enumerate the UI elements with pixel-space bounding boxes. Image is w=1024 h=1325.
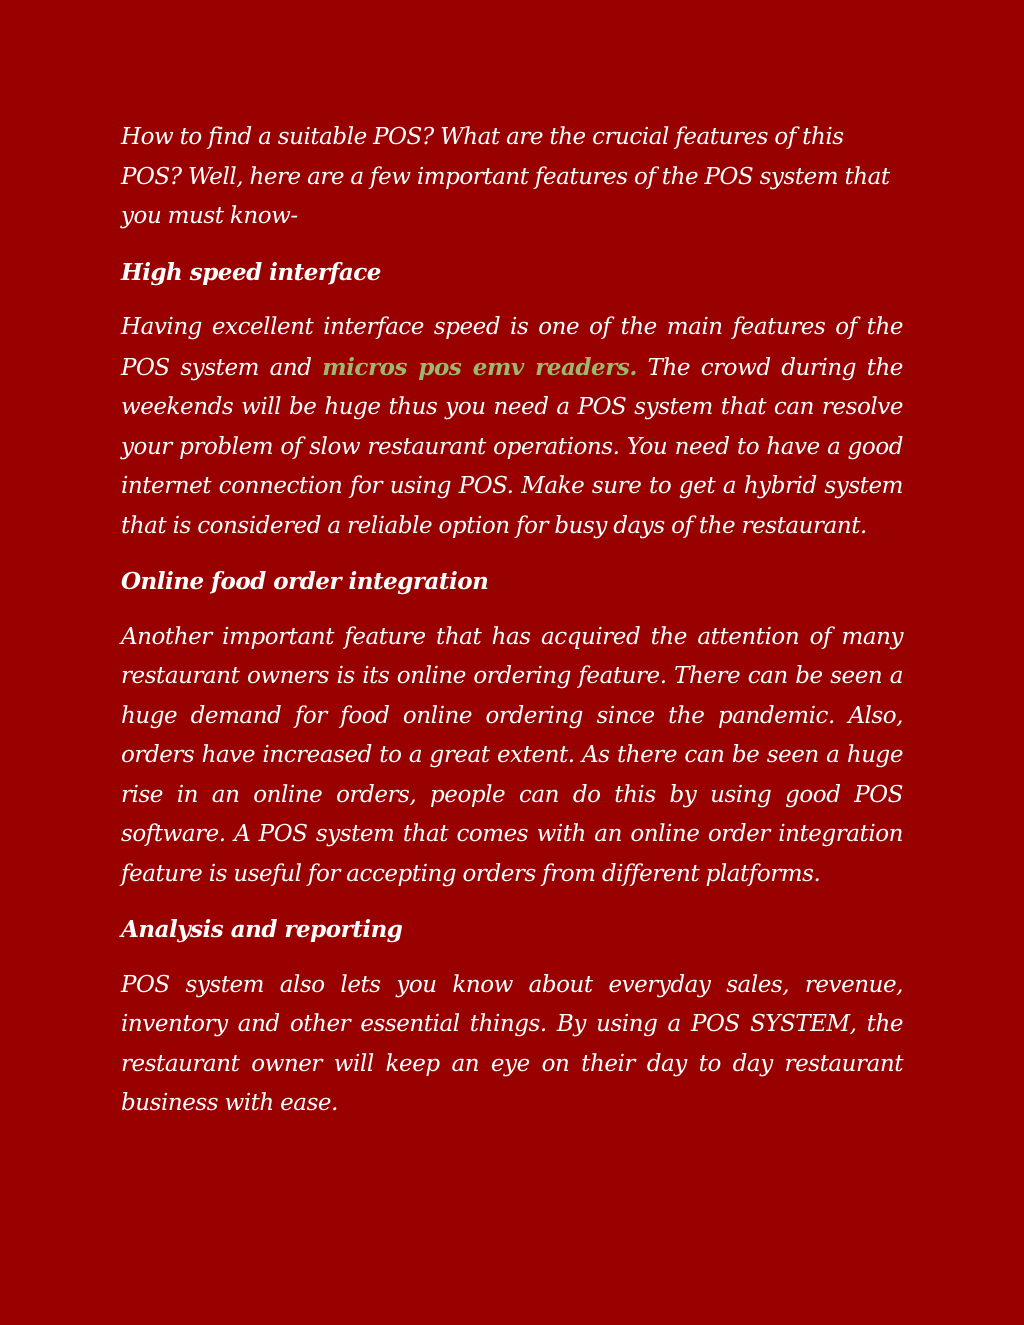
document-page <box>121 118 903 1140</box>
section-heading-online-food-order-integration: Online food order integration <box>121 568 489 595</box>
section-body-online-food-order-integration: Another important feature that has acquired the attention of many restaurant owners is its online ordering feature. There can be seen a huge demand for food online ordering since the pandemic. Also, orders have increased to a great extent. As there can be seen a huge rise in an online orders, people can do this by using good POS software. A POS system that comes with an online order integration feature is useful for accepting orders from different platforms. <box>121 623 903 887</box>
section-heading-high-speed-interface: High speed interface <box>121 258 381 286</box>
body-text-before-link: Having excellent interface speed is one of the main features of the POS system and <box>121 314 903 381</box>
body-text-after-link: The crowd during the weekends will be huge thus you need a POS system that can resolve your problem of slow restaurant operations. You need to have a good internet connection for using POS. Make sure to get a hybrid system that is considered a reliable option for busy days of the restaurant. <box>121 354 903 539</box>
section-body-high-speed-interface <box>121 308 903 546</box>
section-heading-analysis-and-reporting: Analysis and reporting <box>121 916 403 943</box>
intro-paragraph: How to find a suitable POS? What are the crucial features of this POS? Well, here are a few important features of the POS system that you must know- <box>121 124 890 229</box>
section-body-analysis-and-reporting: POS system also lets you know about everyday sales, revenue, inventory and other essential things. By using a POS SYSTEM, the restaurant owner will keep an eye on their day to day restaurant business with ease. <box>121 971 903 1116</box>
micros-pos-emv-readers-link[interactable]: micros pos emv readers. <box>322 353 637 381</box>
